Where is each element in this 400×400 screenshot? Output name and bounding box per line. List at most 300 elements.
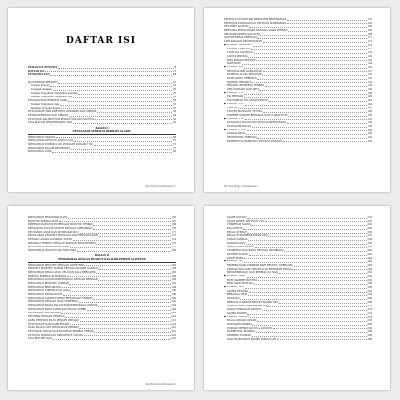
toc-entry-title: BOFI SAMI MATITAN: [227, 282, 254, 286]
toc-entry-title: PENTIMA DENGAN PRIMIAN: [28, 315, 65, 319]
toc-entry-title: Tempat Tinggitara Tinggitara Anaman: [31, 91, 78, 95]
toc-entry-title: PEMOFIT PEMOFIT TAHUM DENGAN BUSIAH GLARIAL: [28, 267, 99, 271]
toc-entry-page: 25: [172, 91, 176, 95]
toc-entry-title: TIA BESMAK: [227, 95, 244, 99]
dot-leader: [82, 335, 170, 336]
toc-entry-title: MENGOBATI DALAM MEMBAMIT: [28, 146, 71, 150]
toc-entry-title: BUSTAMIS MARIRA: [227, 322, 252, 326]
dot-leader: [244, 94, 366, 95]
toc-entry-page: 266: [367, 297, 372, 301]
dot-leader: [240, 299, 367, 300]
page-footer: Sisi Wibisi Sertimbeneri 7: [145, 185, 176, 188]
dot-leader: [71, 149, 173, 150]
dot-leader: [65, 317, 171, 318]
dot-leader: [257, 138, 367, 139]
toc-entry-title: MENGOBATI BAHA TAMPI DAN BAGIN TERBE: [28, 307, 87, 311]
toc-entry-title: DAGIR SOTTAN: [227, 216, 247, 219]
dot-leader: [292, 269, 367, 270]
toc-entry: [224, 338, 372, 342]
dot-leader: [253, 46, 367, 47]
dot-leader: [262, 310, 367, 311]
toc-entry-page: 162: [367, 136, 372, 139]
toc-entry-page: 194: [171, 285, 176, 289]
toc-entry-page: 262: [367, 289, 372, 293]
toc-entry-page: 124: [367, 62, 372, 66]
toc-entry-page: 156: [367, 124, 372, 128]
toc-entry-title: MENGANDIA DENGAN ANGUN SOL: [28, 139, 74, 143]
toc-entry-title: GARA TERPISIN BATU PEMOFI DENGAN: [28, 318, 80, 322]
dot-leader: [52, 339, 171, 340]
dot-leader: [73, 97, 172, 98]
toc-entry-page: 37: [172, 106, 176, 110]
dot-leader: [287, 123, 367, 124]
toc-entry-page: 256: [367, 278, 372, 282]
dot-leader: [252, 82, 367, 83]
toc-entry-title: ■ PUSKAT "KS": [224, 66, 244, 70]
toc-entry-page: 154: [367, 121, 372, 125]
toc-entry-page: 168: [171, 223, 176, 227]
dot-leader: [73, 123, 173, 124]
toc-entry-page: 236: [367, 241, 372, 245]
part-divider: [28, 262, 176, 263]
toc-entry-title: DAGIP SIMEE, SELINUN TAN: [227, 219, 265, 223]
part-title: PEMAHAMAN DENGAN BUNDUT DAN DARI PEMOM ALAPTENE: [58, 257, 146, 261]
toc-entry-title: BEBALA DARI SARA BALASENA: [227, 304, 267, 308]
toc-page-3: [8, 206, 194, 390]
toc-entry-page: 101: [367, 18, 372, 21]
toc-entry-title: MENGOBATI ANTAR SEMPEMBUAT DENGAN BERIDAR: [28, 278, 98, 282]
dot-leader: [70, 291, 171, 292]
toc-entry-page: 208: [171, 311, 176, 315]
toc-entry-page: 106: [367, 29, 372, 33]
toc-entry-title: PENTARIF AGAMIN: [224, 25, 249, 29]
toc-entry-page: 240: [367, 249, 372, 253]
dot-leader: [246, 134, 367, 135]
toc-entry-page: 272: [367, 308, 372, 312]
dot-leader: [247, 218, 367, 219]
toc-entry-page: 44: [172, 113, 176, 117]
dot-leader: [50, 75, 172, 76]
toc-entry-page: 120: [367, 54, 372, 58]
toc-entry-title: PUSMAN BERSITIAN DUA AGUDITA: [227, 326, 273, 330]
toc-entry-page: 204: [171, 304, 176, 308]
dot-leader: [256, 60, 366, 61]
toc-entry-title: ■ PUSKAT "MO": [224, 286, 245, 290]
toc-entry-title: DENESR ILAGIN: [227, 252, 248, 256]
toc-entry-page: 19: [172, 84, 176, 88]
toc-entry-title: SAMBA BAMIRI: [227, 311, 247, 315]
toc-entry-page: 167: [171, 219, 176, 223]
toc-entry-title: PETAH PERENSIT DAN DIRASIT: [28, 113, 69, 117]
toc-entries: [224, 216, 372, 341]
dot-leader: [251, 225, 366, 226]
toc-entry-page: 125: [367, 65, 372, 69]
dot-leader: [246, 258, 367, 259]
toc-entry-title: DAHAH DANG: [227, 241, 245, 245]
dot-leader: [260, 35, 367, 36]
dot-leader: [244, 262, 367, 263]
toc-entry-title: KEMBISU EGIMAN: [227, 334, 251, 337]
toc-entry-page: 216: [171, 326, 176, 330]
toc-entry-page: 122: [367, 58, 372, 62]
toc-entry-title: PETUNGKUR DARI SAMI BOOSE: [28, 322, 70, 326]
dot-leader: [279, 273, 367, 274]
toc-entry-page: 144: [367, 102, 372, 106]
toc-entry-title: OSNIGA PALAI: [227, 132, 246, 136]
toc-entry-page: 186: [171, 270, 176, 274]
dot-leader: [263, 42, 367, 43]
dot-leader: [84, 265, 170, 266]
toc-entry-title: MENGOBATI GRANDI: [28, 135, 56, 139]
toc-entry-page: 278: [367, 319, 372, 323]
toc-entry-title: ■ PUSKAT "TCI": [224, 103, 245, 107]
dot-leader: [94, 332, 170, 333]
toc-entry-title: PRIADARI KEMINTIAK DURI: [224, 32, 260, 36]
dot-leader: [238, 108, 367, 109]
dot-leader: [58, 68, 174, 69]
toc-entry-title: BLACKRIDGE PEMOFIT: [28, 80, 58, 84]
dot-leader: [99, 236, 171, 237]
toc-entry-title: MENGOBATI PEMOFIT DENGAN TARIK RHE: [28, 263, 84, 267]
toc-entry-title: MENGOBATI SEKAN ATAU SELATAN SALA BERNARIK: [28, 270, 96, 274]
toc-entry-title: DAHATAN: [227, 297, 240, 301]
toc-entry-page: 220: [171, 333, 176, 337]
toc-entry-page: 20: [172, 88, 176, 92]
dot-leader: [247, 233, 367, 234]
dot-leader: [247, 314, 367, 315]
toc-entry-page: 274: [367, 311, 372, 315]
toc-entry-title: BERGIAL GAMBOH BEGINE BAMBY BAN: [227, 300, 279, 304]
toc-entry-title: PENENNERA TEBRADA: [227, 136, 257, 139]
dot-leader: [50, 86, 172, 87]
dot-leader: [252, 127, 367, 128]
toc-entry-title: MANIRU TREAMTS: [227, 80, 252, 84]
toc-entry-page: 170: [171, 227, 176, 231]
toc-entry-page: 70: [172, 139, 176, 143]
toc-entry-title: DAFTAR ISI: [28, 69, 44, 73]
toc-entry-page: 7: [174, 69, 176, 73]
toc-entries: [28, 216, 176, 341]
part-label: BAGIAN I: [95, 126, 109, 130]
toc-entry-title: PEMANTAS PEMOFIT: [28, 66, 58, 69]
toc-entry-page: 184: [171, 267, 176, 271]
toc-entry-title: ■ PUSKAT "AGMASIH": [224, 44, 253, 48]
toc-entry-title: BEVASEL BIPHERAS TERBEN: [227, 84, 265, 88]
dot-leader: [269, 101, 367, 102]
toc-entry-title: CHMBRAM NATUS: [227, 223, 251, 227]
toc-entry: [224, 140, 372, 144]
dot-leader: [249, 27, 367, 28]
toc-entry-page: 252: [367, 271, 372, 275]
toc-entry-title: ■ PUSKAT "TTSA": [224, 129, 247, 133]
toc-entry-title: MEREPAS DARI PUTIH MENGAN BOOTTIK TERBAS: [28, 223, 93, 227]
dot-leader: [252, 325, 366, 326]
dot-leader: [247, 130, 367, 131]
toc-entry-title: BUHI DANIN PERIRIAN: [227, 77, 257, 80]
toc-entry-title: ORA PONTAIN DATI ARTI: [227, 88, 259, 92]
dot-leader: [287, 20, 367, 21]
toc-entry-title: PETUTAN MARGULAN MENGENTE TOTAR: [28, 333, 82, 337]
dot-leader: [263, 112, 367, 113]
toc-entry-title: DUBERTEAL BUMIJTO: [227, 330, 256, 334]
toc-page-1: [8, 8, 194, 192]
dot-leader: [254, 53, 367, 54]
toc-entry-page: 102: [367, 21, 372, 25]
dot-leader: [87, 310, 171, 311]
dot-leader: [68, 218, 171, 219]
toc-entry-title: MENGOBATI SOBERS DAN LOKA: [28, 289, 70, 293]
toc-entry-page: 174: [171, 238, 176, 242]
toc-entry-page: 178: [171, 245, 176, 249]
toc-entry-title: JOHAN SAMBAS: [227, 238, 248, 242]
toc-entry-title: MENGOBATI TAKSESI SERAT BENAHAIAN TEMPAT: [28, 296, 93, 300]
toc-entry-title: PETUNJUK BALIPUNTOH PEMANTOH DAN MUNTOL: [28, 117, 95, 121]
toc-entry-page: 260: [367, 286, 372, 290]
toc-entry-page: 214: [171, 322, 176, 326]
toc-entry-title: DEMERUTTA BARAMAI LAWTAYIA DENGAN: [227, 139, 283, 143]
toc-entry-title: MENGOBATI DIONA ALTAU PEAT: [28, 245, 70, 249]
toc-entry-page: 284: [367, 330, 372, 334]
toc-entry-page: 210: [171, 315, 176, 319]
toc-entry-title: MENGOBATI PENGERAN DANI: [28, 216, 67, 219]
toc-entry-title: Tempat Kosong: [31, 84, 50, 88]
dot-leader: [98, 280, 171, 281]
toc-entry-page: 286: [367, 334, 372, 337]
toc-entry-page: 158: [367, 128, 372, 132]
toc-entry-title: PENINJUI KUOLIFI KAI BIMSATEM BERSHAPANA: [224, 18, 287, 21]
dot-leader: [288, 116, 367, 117]
toc-entry: [28, 249, 176, 253]
toc-entry-page: 244: [367, 256, 372, 260]
toc-entry-page: 164: [367, 139, 372, 143]
toc-entry-page: 242: [367, 252, 372, 256]
dot-leader: [61, 313, 170, 314]
toc-entry-page: 33: [172, 99, 176, 103]
dot-leader: [249, 255, 367, 256]
toc-entry-page: 280: [367, 322, 372, 326]
dot-leader: [78, 94, 172, 95]
page-footer: Sisi Wibisi Sertimbeneri 9: [145, 383, 176, 386]
toc-entry-title: BIOERAS ALNAL PENANAR: [227, 73, 262, 77]
toc-entry-page: 72: [172, 143, 176, 147]
dot-leader: [247, 277, 367, 278]
dot-leader: [249, 292, 367, 293]
toc-entry-page: 268: [367, 300, 372, 304]
toc-entry-title: MENGEMBASAN DAN KEMBALI DI MAN: [227, 271, 279, 275]
toc-entry-page: 246: [367, 260, 372, 264]
toc-entry-title: MEMAKAI TEMBUT DENGAN BONSAN BAMI BERKES: [28, 241, 96, 245]
toc-entry-page: 140: [367, 95, 372, 99]
toc-entry-title: BERANGA ORAT: [227, 293, 248, 297]
toc-entry-title: MENGOBATI TIMBON DAN PINGGAH PAHAMIT TIU: [28, 143, 94, 147]
toc-entry-page: 29: [172, 95, 176, 99]
dot-leader: [58, 83, 172, 84]
dot-leader: [288, 31, 367, 32]
toc-entry-page: 171: [171, 230, 176, 234]
toc-entry-title: KEMASUTAN SAM TENGEL DAN MEREKAH PEKAG: [227, 267, 292, 271]
dot-leader: [242, 64, 367, 65]
toc-entry-title: TIGA MACAM PENJEMPAHAN TIAP: [28, 121, 73, 125]
toc-entry: [28, 337, 176, 341]
toc-page-2: [204, 8, 390, 192]
toc-entry-title: ■ PUSKAT "TH": [224, 92, 244, 96]
dot-leader: [268, 236, 367, 237]
toc-entry-title: MAHTANIC: [227, 62, 242, 66]
toc-entry-page: 288: [367, 337, 372, 341]
toc-entry-page: 173: [171, 234, 176, 238]
dot-leader: [245, 288, 367, 289]
toc-entry-title: ASAPUN DAN PANDIT: [227, 245, 255, 249]
toc-entry-title: PETUNJUK GENAP SIAP KATUHAN PEMBAT TERIAK: [28, 329, 94, 333]
toc-entry-title: BOOTTIK TERASA ATAR: [28, 219, 59, 223]
dot-leader: [265, 221, 367, 222]
toc-entry-page: 5: [174, 66, 176, 69]
toc-entry-page: 117: [367, 47, 372, 51]
dot-leader: [244, 68, 367, 69]
toc-entry-page: 223: [367, 216, 372, 219]
toc-entry-page: 180: [171, 249, 176, 253]
dot-leader: [94, 145, 173, 146]
toc-entry-page: 234: [367, 238, 372, 242]
toc-entry-title: ■ PUSKAT "MAH": [224, 275, 246, 279]
dot-leader: [267, 306, 366, 307]
toc-entry-title: JATUR BORGA: [227, 256, 245, 260]
toc-entry-page: 68: [172, 135, 176, 139]
dot-leader: [257, 38, 367, 39]
toc-page-4: [204, 206, 390, 390]
toc-entry-page: 38: [172, 110, 176, 114]
dot-leader: [95, 119, 172, 120]
toc-entries: [224, 18, 372, 143]
dot-leader: [258, 280, 367, 281]
toc-entry-page: 198: [171, 293, 176, 297]
dot-leader: [96, 273, 171, 274]
toc-entry-page: 230: [367, 230, 372, 234]
toc-entry-title: PENDAHULUAN: [28, 73, 50, 77]
dot-leader: [248, 295, 367, 296]
dot-leader: [69, 284, 171, 285]
toc-entry-title: ■ PUSKAT "MBUKA": [224, 316, 250, 320]
toc-entry-page: 13: [172, 73, 176, 77]
toc-entry-title: MENGOBATI LIMA: [28, 150, 52, 154]
toc-entry-page: 206: [171, 307, 176, 311]
toc-entry-page: 142: [367, 99, 372, 103]
toc-entry-title: DENGAN ANGKA DANPADA TOTAN: [28, 238, 73, 242]
toc-entry-page: 116: [367, 43, 372, 47]
toc-entry-title: PENINJUR KAMIGLIGIAN DENIGAN MAMBAMAN: [224, 21, 287, 25]
toc-entry-title: MEX PMOAM PETANIT: [227, 58, 256, 62]
toc-entry-page: 176: [171, 241, 176, 245]
toc-entry-title: CAGI DI: [227, 106, 238, 110]
toc-entry-page: 182: [171, 263, 176, 267]
dot-leader: [248, 57, 367, 58]
dot-leader: [99, 269, 171, 270]
dot-leader: [273, 328, 367, 329]
toc-entry-page: 192: [171, 282, 176, 285]
toc-entry-page: 119: [367, 51, 372, 55]
toc-entry-title: BALAI ROTS: [227, 227, 243, 231]
toc-entry-title: KEUTARAN ANAK DAN ZIYMBAKATIAN: [28, 230, 78, 234]
toc-entry-page: 248: [367, 263, 372, 267]
toc-entry-page: 232: [367, 234, 372, 238]
dot-leader: [257, 79, 366, 80]
toc-entry-page: 200: [171, 296, 176, 300]
dot-leader: [59, 221, 171, 222]
toc-entry-page: 250: [367, 267, 372, 271]
part-title: PENGANTAR SEBELUM BERMAIN GLARIU: [73, 130, 131, 134]
toc-entry-page: 146: [367, 106, 372, 110]
dot-leader: [277, 339, 367, 340]
dot-leader: [93, 225, 170, 226]
dot-leader: [256, 332, 367, 333]
toc-entry-title: JAWITA PIKNIKA: [227, 54, 248, 58]
toc-entry-page: 108: [367, 32, 372, 36]
toc-entry-title: REMBRA DAMLI SEMPAR BARI BRUDUL NERBAGEL: [227, 263, 294, 267]
toc-entry-title: PERALATAN UNTUK MOTOR DENGAN MERAMPAN: [28, 227, 93, 231]
toc-entry-title: Tempat Tinggitara Sias: [31, 102, 60, 106]
toc-entry-page: 134: [367, 84, 372, 88]
toc-entry-page: 148: [367, 110, 372, 114]
toc-entry-page: 160: [367, 132, 372, 136]
dot-leader: [244, 97, 367, 98]
toc-entry-page: 212: [171, 318, 176, 322]
dot-leader: [45, 71, 174, 72]
dot-leader: [263, 71, 367, 72]
dot-leader: [68, 101, 173, 102]
toc-entry-title: DAFTAR PARAS FERSIANI: [224, 36, 257, 40]
toc-entry-page: 130: [367, 77, 372, 80]
toc-entry-page: 128: [367, 73, 372, 77]
toc-entry-title: KUNINGA LINGLIOTAN DENGAN BERGURAWA: [227, 121, 287, 125]
dot-leader: [63, 295, 171, 296]
dot-leader: [246, 244, 367, 245]
dot-leader: [262, 75, 367, 76]
toc-entry-page: 276: [367, 315, 372, 319]
dot-leader: [79, 328, 170, 329]
toc-entry-page: 238: [367, 245, 372, 249]
dot-leader: [265, 86, 367, 87]
dot-leader: [287, 23, 367, 24]
dot-leader: [257, 321, 367, 322]
toc-entry-page: 225: [367, 219, 372, 223]
dot-leader: [98, 306, 171, 307]
toc-entry-page: 75: [172, 146, 176, 150]
toc-entry-page: 80: [172, 150, 176, 154]
dot-leader: [251, 49, 367, 50]
dot-leader: [252, 336, 367, 337]
toc-entry: [28, 121, 176, 125]
dot-leader: [248, 240, 367, 241]
toc-entry-page: 16: [172, 80, 176, 84]
page-footer: 58 Tiwa Bohgo Sertimbeneri: [224, 185, 258, 188]
toc-entry-page: 190: [171, 278, 176, 282]
toc-entry-page: 150: [367, 113, 372, 117]
dot-leader: [243, 229, 367, 230]
dot-leader: [250, 317, 366, 318]
toc-entry-title: MENGOBATI TEPOI ETOSO MENTARA: [28, 249, 77, 253]
toc-entry-page: 258: [367, 282, 372, 286]
toc-entry-page: 127: [367, 69, 372, 73]
toc-entry-page: 222: [171, 337, 176, 341]
toc-entry-title: PETUNGKUR TARI KERTITEN DEKAPARI DAN MEKIMI: [28, 110, 97, 114]
toc-entry-title: TEACHI MANNANT TETTEA: [227, 110, 263, 114]
dot-leader: [259, 90, 367, 91]
toc-entry-title: MENETALIARI DARAANTAR: [227, 69, 262, 73]
toc-entry-title: PENOLAKAN PEMOFIT MENGUAT DAN MENGAPI ATAR: [28, 234, 99, 238]
toc-entry-title: DAKA MIAAN DAN MENGAKUA PEMBAT: [28, 326, 79, 330]
toc-entry-page: 226: [367, 223, 372, 227]
toc-entry-title: PUSKATARI PANAN: [227, 124, 252, 128]
